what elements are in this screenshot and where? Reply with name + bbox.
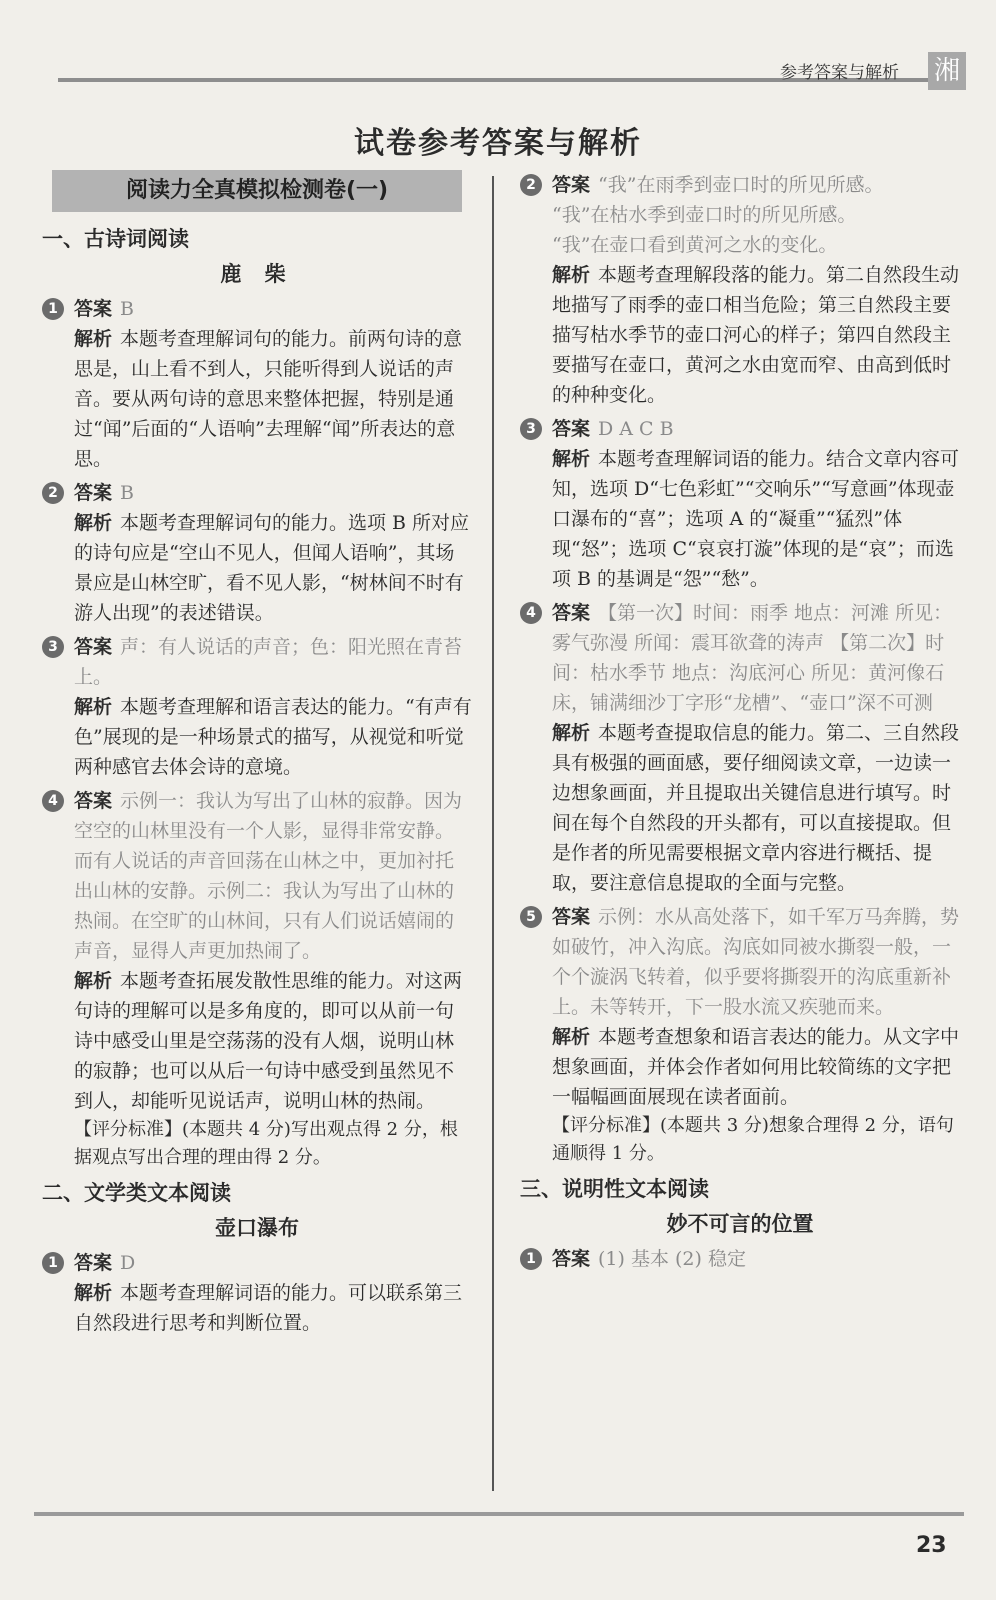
analysis-label: 解析 [552,722,591,744]
poem-title: 鹿 柴 [220,262,294,286]
question-number: 2 [42,482,64,504]
answer-label: 答案 [74,636,113,658]
right-column [520,170,960,1278]
section-banner: 阅读力全真模拟检测卷(一) [52,170,462,212]
answer-label: 答案 [74,1252,113,1274]
question-number: 4 [520,602,542,624]
answer-text: (1) 基本 (2) 稳定 [598,1248,746,1270]
question-block [42,478,472,628]
header-title: 参考答案与解析 [780,63,899,83]
question-block [520,902,960,1168]
analysis-text: 本题考查理解词句的能力。选项 B 所对应的诗句应是“空山不见人，但闻人语响”，其场景应是山林空旷，看不见人影，“树林间不时有游人出现”的表述错误。 [74,512,470,624]
answer-text: 【第一次】时间：雨季 地点：河滩 所见：雾气弥漫 所闻：震耳欲聋的涛声 【第二次】时间：枯水季节 地点：沟底河心 所见：黄河像石床，铺满细沙丁字形“龙槽”、“壶口”深不可测 [552,602,953,714]
answer-line: “我”在枯水季到壶口时的所见所感。 [552,204,857,226]
analysis-label: 解析 [74,1282,113,1304]
analysis-text: 本题考查理解词语的能力。可以联系第三自然段进行思考和判断位置。 [74,1282,463,1334]
question-block [42,1248,472,1338]
answer-label: 答案 [74,790,113,812]
analysis-text: 本题考查理解段落的能力。第二自然段生动地描写了雨季的壶口相当危险；第三自然段主要描写枯水季节的壶口河心的样子；第四自然段主要描写在壶口，黄河之水由宽而窄、由高到低时的种种变化。 [552,264,960,406]
answer-text: 示例一：我认为写出了山林的寂静。因为空空的山林里没有一个人影，显得非常安静。而有人说话的声音回荡在山林之中，更加衬托出山林的安静。示例二：我认为写出了山林的热闹。在空旷的山林间，只有人们说话嬉闹的声音，显得人声更加热闹了。 [74,790,463,962]
question-number: 1 [42,298,64,320]
question-block [42,294,472,474]
question-number: 2 [520,174,542,196]
analysis-text: 本题考查理解和语言表达的能力。“有声有色”展现的是一种场景式的描写，从视觉和听觉两种感官去体会诗的意境。 [74,696,472,778]
left-column [42,170,472,1342]
question-number: 1 [42,1252,64,1274]
analysis-label: 解析 [74,696,113,718]
page-number: 23 [916,1533,947,1558]
answer-text: D [120,1252,136,1274]
question-block [520,1244,960,1274]
analysis-text: 本题考查拓展发散性思维的能力。对这两句诗的理解可以是多角度的，即可以从前一句诗中感受山里是空荡荡的没有人烟，说明山林的寂静；也可以从后一句诗中感受到虽然见不到人，却能听见说话声，说明山林的热闹。 [74,970,463,1112]
analysis-label: 解析 [552,448,591,470]
scoring-criteria: 【评分标准】(本题共 3 分)想象合理得 2 分，语句通顺得 1 分。 [552,1115,954,1164]
answer-label: 答案 [74,298,113,320]
answer-text: B [120,482,134,504]
answer-label: 答案 [74,482,113,504]
answer-text: D A C B [598,418,674,440]
column-divider [492,176,494,1491]
article-title: 壶口瀑布 [215,1216,299,1240]
answer-label: 答案 [552,1248,591,1270]
scoring-criteria: 【评分标准】(本题共 4 分)写出观点得 2 分，根据观点写出合理的理由得 2 分。 [74,1119,458,1168]
answer-line: “我”在壶口看到黄河之水的变化。 [552,234,838,256]
analysis-label: 解析 [552,1026,591,1048]
part-heading-poetry: 一、古诗词阅读 [42,227,189,251]
question-number: 4 [42,790,64,812]
answer-text: 示例：水从高处落下，如千军万马奔腾，势如破竹，冲入沟底。沟底如同被水撕裂一般，一个个漩涡飞转着，似乎要将撕裂开的沟底重新补上。未等转开，下一股水流又疾驰而来。 [552,906,960,1018]
analysis-label: 解析 [552,264,591,286]
analysis-label: 解析 [74,512,113,534]
question-number: 5 [520,906,542,928]
question-number: 3 [520,418,542,440]
analysis-label: 解析 [74,328,113,350]
question-number: 3 [42,636,64,658]
question-block [42,786,472,1172]
article-title: 妙不可言的位置 [666,1212,814,1236]
part-heading-expository: 三、说明性文本阅读 [520,1177,709,1201]
answer-label: 答案 [552,174,591,196]
answer-text: B [120,298,134,320]
analysis-text: 本题考查理解词语的能力。结合文章内容可知，选项 D“七色彩虹”“交响乐”“写意画”体现壶口瀑布的“喜”；选项 A 的“凝重”“猛烈”体现“怒”；选项 C“哀哀打漩”体现的是“哀”；而选项 B 的基调是“怨”“愁”。 [552,448,960,590]
analysis-text: 本题考查想象和语言表达的能力。从文字中想象画面，并体会作者如何用比较简练的文字把一幅幅画面展现在读者面前。 [552,1026,960,1108]
document-title: 试卷参考答案与解析 [354,126,642,161]
question-block [520,414,960,594]
answer-line: “我”在雨季到壶口时的所见所感。 [598,174,884,196]
answer-text: 声：有人说话的声音；色：阳光照在青苔上。 [74,636,463,688]
question-block [520,598,960,898]
analysis-text: 本题考查提取信息的能力。第二、三自然段具有极强的画面感，要仔细阅读文章，一边读一边想象画面，并且提取出关键信息进行填写。时间在每个自然段的开头都有，可以直接提取。但是作者的所见需要根据文章内容进行概括、提取，要注意信息提取的全面与完整。 [552,722,960,894]
region-tag: 湘 [928,52,966,90]
footer-rule [34,1512,964,1516]
answer-label: 答案 [552,602,591,624]
answer-label: 答案 [552,418,591,440]
part-heading-literature: 二、文学类文本阅读 [42,1181,231,1205]
analysis-label: 解析 [74,970,113,992]
analysis-text: 本题考查理解词句的能力。前两句诗的意思是，山上看不到人，只能听得到人说话的声音。要从两句诗的意思来整体把握，特别是通过“闻”后面的“人语响”去理解“闻”所表达的意思。 [74,328,463,470]
question-block [520,170,960,410]
question-block [42,632,472,782]
answer-label: 答案 [552,906,591,928]
question-number: 1 [520,1248,542,1270]
